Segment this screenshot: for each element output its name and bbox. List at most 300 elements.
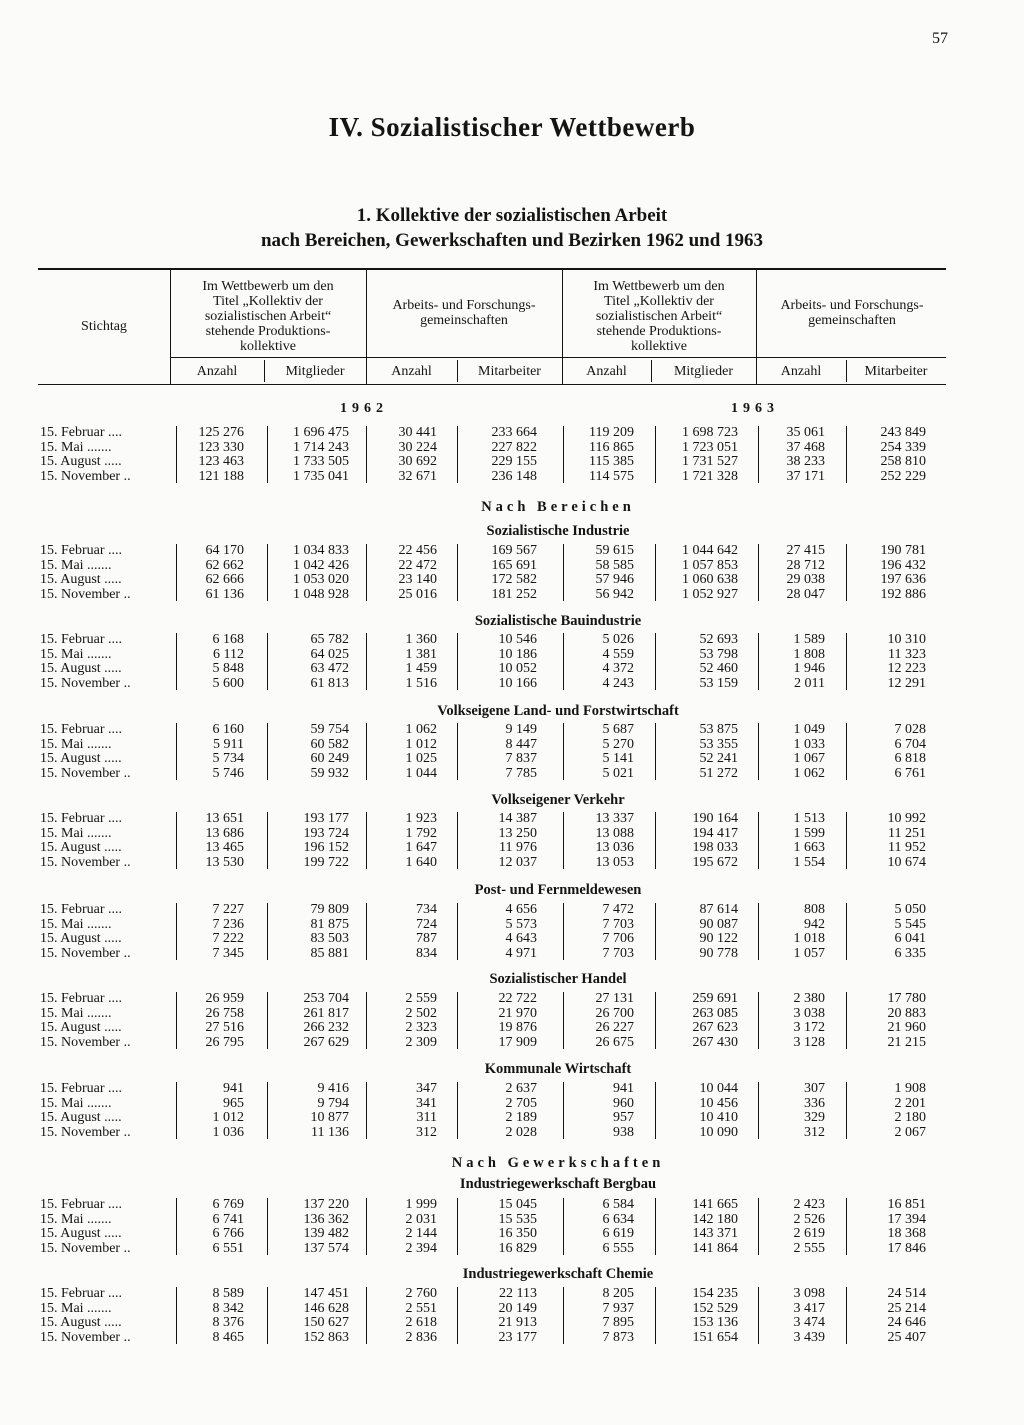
cell-anzahl-1963-kollektive: 4 243 xyxy=(602,675,634,691)
section-heading: Industriegewerkschaft Bergbau xyxy=(459,1176,657,1192)
header-line: stehende Produktions- xyxy=(205,324,331,339)
chapter-title: IV. Sozialistischer Wettbewerb xyxy=(328,112,696,142)
header-line: stehende Produktions- xyxy=(596,324,722,339)
cell-mitarbeiter-1963: 252 229 xyxy=(880,468,926,484)
row-label: 15. August ..... xyxy=(40,1315,122,1330)
cell-mitglieder-1962: 60 582 xyxy=(310,736,349,752)
cell-mitarbeiter-1962: 13 250 xyxy=(498,825,537,841)
header-line: kollektive xyxy=(631,339,687,354)
cell-mitarbeiter-1962: 22 113 xyxy=(499,1286,537,1301)
cell-mitglieder-1962: 193 177 xyxy=(303,811,349,826)
cell-anzahl-1963-arbeitsgemeinschaften: 28 712 xyxy=(786,557,825,573)
section-heading: Volkseigene Land- und Forstwirtschaft xyxy=(437,703,679,719)
cell-mitarbeiter-1963: 7 028 xyxy=(894,722,926,737)
cell-anzahl-1962-arbeitsgemeinschaften: 734 xyxy=(416,902,437,917)
cell-anzahl-1962-arbeitsgemeinschaften: 1 999 xyxy=(405,1197,437,1212)
cell-anzahl-1963-arbeitsgemeinschaften: 312 xyxy=(804,1124,825,1140)
cell-mitglieder-1962: 139 482 xyxy=(303,1226,349,1241)
header-line: Arbeits- und Forschungs- xyxy=(780,298,924,313)
cell-anzahl-1963-kollektive: 5 026 xyxy=(602,632,634,647)
cell-mitglieder-1963: 53 159 xyxy=(699,675,738,691)
header-line: sozialistischen Arbeit“ xyxy=(595,309,723,324)
cell-anzahl-1963-kollektive: 115 385 xyxy=(589,454,634,469)
row-label: 15. November .. xyxy=(40,586,131,602)
cell-mitarbeiter-1962: 5 573 xyxy=(505,916,537,932)
cell-mitglieder-1962: 60 249 xyxy=(310,751,349,766)
cell-mitarbeiter-1963: 21 215 xyxy=(887,1034,926,1050)
section-heading: Sozialistische Industrie xyxy=(486,523,630,539)
cell-mitglieder-1962: 1 714 243 xyxy=(293,439,349,455)
cell-mitarbeiter-1963: 5 050 xyxy=(894,902,926,917)
row-label: 15. Mai ....... xyxy=(40,1211,112,1227)
header-anzahl: Anzahl xyxy=(391,364,432,379)
cell-anzahl-1963-arbeitsgemeinschaften: 1 513 xyxy=(793,811,825,826)
cell-anzahl-1963-arbeitsgemeinschaften: 1 057 xyxy=(793,945,825,961)
cell-mitarbeiter-1963: 196 432 xyxy=(880,557,926,573)
cell-mitarbeiter-1963: 6 818 xyxy=(894,751,926,766)
cell-anzahl-1962-arbeitsgemeinschaften: 1 025 xyxy=(405,751,437,766)
cell-anzahl-1962-kollektive: 6 160 xyxy=(212,722,244,737)
cell-anzahl-1962-arbeitsgemeinschaften: 23 140 xyxy=(398,572,437,587)
cell-anzahl-1963-arbeitsgemeinschaften: 1 033 xyxy=(793,736,825,752)
cell-anzahl-1962-arbeitsgemeinschaften: 834 xyxy=(416,945,437,961)
cell-mitarbeiter-1962: 16 829 xyxy=(498,1240,537,1256)
cell-mitarbeiter-1963: 2 201 xyxy=(894,1095,926,1111)
cell-anzahl-1962-arbeitsgemeinschaften: 341 xyxy=(416,1095,437,1111)
cell-mitglieder-1963: 90 087 xyxy=(699,916,738,932)
cell-anzahl-1963-arbeitsgemeinschaften: 27 415 xyxy=(786,543,825,558)
cell-anzahl-1962-kollektive: 13 530 xyxy=(205,854,244,870)
cell-mitglieder-1962: 199 722 xyxy=(303,854,349,870)
cell-mitarbeiter-1963: 11 251 xyxy=(888,825,926,841)
cell-anzahl-1963-kollektive: 6 634 xyxy=(602,1211,634,1227)
cell-mitglieder-1962: 9 416 xyxy=(317,1081,349,1096)
cell-anzahl-1963-kollektive: 13 053 xyxy=(595,854,634,870)
section-heading: Sozialistischer Handel xyxy=(489,971,627,987)
cell-anzahl-1962-arbeitsgemeinschaften: 1 044 xyxy=(405,765,437,781)
header-anzahl: Anzahl xyxy=(196,364,238,379)
cell-anzahl-1963-kollektive: 13 337 xyxy=(595,811,634,826)
cell-anzahl-1963-arbeitsgemeinschaften: 3 417 xyxy=(793,1300,825,1316)
cell-mitarbeiter-1962: 14 387 xyxy=(498,811,537,826)
cell-anzahl-1962-kollektive: 62 666 xyxy=(205,572,244,587)
header-line: kollektive xyxy=(240,339,296,354)
cell-mitarbeiter-1962: 11 976 xyxy=(499,840,537,855)
cell-anzahl-1962-arbeitsgemeinschaften: 25 016 xyxy=(398,586,437,602)
row-label: 15. Mai ....... xyxy=(40,557,112,573)
cell-anzahl-1963-kollektive: 7 873 xyxy=(602,1329,634,1345)
cell-mitarbeiter-1963: 5 545 xyxy=(894,916,926,932)
cell-anzahl-1962-arbeitsgemeinschaften: 1 792 xyxy=(405,825,437,841)
cell-mitarbeiter-1962: 236 148 xyxy=(491,468,537,484)
page-number: 57 xyxy=(932,30,948,47)
row-label: 15. Februar .... xyxy=(40,811,123,826)
cell-anzahl-1962-arbeitsgemeinschaften: 1 647 xyxy=(405,840,437,855)
cell-anzahl-1962-arbeitsgemeinschaften: 1 459 xyxy=(405,661,437,676)
row-label: 15. November .. xyxy=(40,1034,131,1050)
cell-anzahl-1962-arbeitsgemeinschaften: 1 360 xyxy=(405,632,437,647)
cell-mitglieder-1963: 10 090 xyxy=(699,1124,738,1140)
row-label: 15. November .. xyxy=(40,1329,131,1345)
cell-mitarbeiter-1963: 10 310 xyxy=(887,632,926,647)
cell-mitarbeiter-1962: 227 822 xyxy=(491,439,537,455)
cell-anzahl-1963-kollektive: 5 687 xyxy=(602,722,634,737)
cell-anzahl-1963-arbeitsgemeinschaften: 1 067 xyxy=(793,751,825,766)
header-line: sozialistischen Arbeit“ xyxy=(204,309,332,324)
cell-anzahl-1963-kollektive: 7 703 xyxy=(602,916,634,932)
cell-anzahl-1962-kollektive: 6 168 xyxy=(212,632,244,647)
cell-mitarbeiter-1962: 20 149 xyxy=(498,1300,537,1316)
cell-anzahl-1962-kollektive: 7 236 xyxy=(212,916,244,932)
cell-mitarbeiter-1963: 243 849 xyxy=(880,425,926,440)
cell-anzahl-1963-arbeitsgemeinschaften: 1 049 xyxy=(793,722,825,737)
cell-mitarbeiter-1962: 16 350 xyxy=(498,1226,537,1241)
cell-anzahl-1962-kollektive: 7 222 xyxy=(212,931,244,946)
row-label: 15. November .. xyxy=(40,1124,131,1140)
cell-anzahl-1962-kollektive: 5 911 xyxy=(213,736,244,752)
cell-mitglieder-1962: 1 034 833 xyxy=(293,543,349,558)
cell-anzahl-1962-kollektive: 8 342 xyxy=(212,1300,244,1316)
cell-anzahl-1963-kollektive: 5 141 xyxy=(602,751,634,766)
cell-anzahl-1962-arbeitsgemeinschaften: 30 441 xyxy=(398,425,437,440)
cell-mitglieder-1962: 1 048 928 xyxy=(293,586,349,602)
section-heading: Nach Bereichen xyxy=(481,499,635,515)
cell-anzahl-1963-kollektive: 26 675 xyxy=(595,1034,634,1050)
cell-mitglieder-1962: 196 152 xyxy=(303,840,349,855)
cell-mitarbeiter-1962: 10 052 xyxy=(498,661,537,676)
section-heading: Volkseigener Verkehr xyxy=(491,792,625,808)
cell-mitglieder-1962: 65 782 xyxy=(310,632,349,647)
row-label: 15. Mai ....... xyxy=(40,736,112,752)
cell-anzahl-1962-arbeitsgemeinschaften: 1 516 xyxy=(405,675,437,691)
table-title-line1: 1. Kollektive der sozialistischen Arbeit xyxy=(356,205,668,226)
cell-anzahl-1963-kollektive: 7 937 xyxy=(602,1300,634,1316)
cell-anzahl-1962-arbeitsgemeinschaften: 787 xyxy=(416,931,437,946)
header-mitglieder: Mitglieder xyxy=(673,364,734,379)
row-label: 15. Februar .... xyxy=(40,902,123,917)
cell-anzahl-1962-kollektive: 6 766 xyxy=(212,1226,244,1241)
cell-mitglieder-1962: 85 881 xyxy=(310,945,349,961)
cell-mitarbeiter-1963: 24 646 xyxy=(887,1315,926,1330)
cell-mitarbeiter-1962: 12 037 xyxy=(498,854,537,870)
cell-anzahl-1962-arbeitsgemeinschaften: 1 012 xyxy=(405,736,437,752)
cell-anzahl-1962-arbeitsgemeinschaften: 30 692 xyxy=(398,454,437,469)
cell-anzahl-1962-arbeitsgemeinschaften: 1 640 xyxy=(405,854,437,870)
cell-anzahl-1962-kollektive: 62 662 xyxy=(205,557,244,573)
cell-anzahl-1963-arbeitsgemeinschaften: 35 061 xyxy=(786,425,825,440)
row-label: 15. Februar .... xyxy=(40,991,123,1006)
cell-anzahl-1962-arbeitsgemeinschaften: 32 671 xyxy=(398,468,437,484)
header-anzahl: Anzahl xyxy=(780,364,822,379)
year-heading-1963: 1963 xyxy=(731,401,779,416)
section-heading: Post- und Fernmeldewesen xyxy=(474,882,642,898)
cell-anzahl-1963-arbeitsgemeinschaften: 3 474 xyxy=(793,1315,825,1330)
cell-anzahl-1962-arbeitsgemeinschaften: 724 xyxy=(416,916,437,932)
cell-mitglieder-1963: 194 417 xyxy=(692,825,738,841)
cell-anzahl-1962-arbeitsgemeinschaften: 1 923 xyxy=(405,811,437,826)
cell-anzahl-1962-arbeitsgemeinschaften: 2 144 xyxy=(405,1226,437,1241)
cell-anzahl-1963-kollektive: 957 xyxy=(613,1110,634,1125)
cell-anzahl-1962-kollektive: 1 012 xyxy=(212,1110,244,1125)
cell-mitarbeiter-1962: 15 535 xyxy=(498,1211,537,1227)
cell-mitarbeiter-1963: 6 335 xyxy=(894,945,926,961)
cell-anzahl-1962-arbeitsgemeinschaften: 311 xyxy=(416,1110,437,1125)
cell-anzahl-1963-arbeitsgemeinschaften: 2 380 xyxy=(793,991,825,1006)
cell-anzahl-1963-kollektive: 7 472 xyxy=(602,902,634,917)
cell-mitglieder-1962: 146 628 xyxy=(303,1300,349,1316)
cell-mitglieder-1963: 51 272 xyxy=(699,765,738,781)
cell-mitglieder-1963: 267 623 xyxy=(692,1020,738,1035)
cell-mitglieder-1962: 147 451 xyxy=(303,1286,349,1301)
cell-mitarbeiter-1963: 10 674 xyxy=(887,854,926,870)
cell-anzahl-1962-kollektive: 941 xyxy=(223,1081,244,1096)
cell-anzahl-1962-kollektive: 61 136 xyxy=(205,586,244,602)
cell-mitglieder-1962: 9 794 xyxy=(317,1095,349,1111)
cell-anzahl-1963-kollektive: 4 372 xyxy=(602,661,634,676)
cell-anzahl-1963-kollektive: 57 946 xyxy=(595,572,634,587)
cell-mitarbeiter-1963: 12 291 xyxy=(887,675,926,691)
cell-mitglieder-1962: 64 025 xyxy=(310,646,349,662)
cell-mitglieder-1963: 154 235 xyxy=(692,1286,738,1301)
cell-mitglieder-1963: 141 665 xyxy=(692,1197,738,1212)
cell-mitglieder-1963: 143 371 xyxy=(692,1226,738,1241)
cell-mitarbeiter-1962: 2 705 xyxy=(505,1095,537,1111)
cell-anzahl-1963-arbeitsgemeinschaften: 1 554 xyxy=(793,854,825,870)
cell-anzahl-1963-kollektive: 5 270 xyxy=(602,736,634,752)
cell-anzahl-1963-kollektive: 56 942 xyxy=(595,586,634,602)
cell-mitglieder-1962: 261 817 xyxy=(303,1005,349,1021)
cell-mitarbeiter-1962: 9 149 xyxy=(505,722,537,737)
cell-mitarbeiter-1963: 254 339 xyxy=(880,439,926,455)
row-label: 15. Februar .... xyxy=(40,722,123,737)
cell-mitarbeiter-1962: 2 189 xyxy=(505,1110,537,1125)
row-label: 15. November .. xyxy=(40,675,131,691)
cell-anzahl-1962-arbeitsgemeinschaften: 30 224 xyxy=(398,439,437,455)
cell-mitglieder-1963: 259 691 xyxy=(692,991,738,1006)
cell-mitglieder-1963: 53 875 xyxy=(699,722,738,737)
cell-mitglieder-1962: 136 362 xyxy=(303,1211,349,1227)
cell-anzahl-1963-kollektive: 116 865 xyxy=(589,439,634,455)
cell-mitglieder-1962: 63 472 xyxy=(310,661,349,676)
row-label: 15. Februar .... xyxy=(40,425,123,440)
section-heading: Kommunale Wirtschaft xyxy=(484,1061,632,1077)
cell-mitglieder-1962: 150 627 xyxy=(303,1315,349,1330)
cell-mitarbeiter-1962: 2 028 xyxy=(505,1124,537,1140)
row-label: 15. November .. xyxy=(40,854,131,870)
cell-anzahl-1962-arbeitsgemeinschaften: 22 456 xyxy=(398,543,437,558)
cell-mitglieder-1962: 193 724 xyxy=(303,825,349,841)
cell-mitglieder-1963: 267 430 xyxy=(692,1034,738,1050)
cell-anzahl-1963-arbeitsgemeinschaften: 37 468 xyxy=(786,439,825,455)
cell-anzahl-1962-kollektive: 6 741 xyxy=(212,1211,244,1227)
cell-anzahl-1963-arbeitsgemeinschaften: 3 172 xyxy=(793,1020,825,1035)
row-label: 15. Mai ....... xyxy=(40,1095,112,1111)
cell-mitarbeiter-1962: 4 656 xyxy=(505,902,537,917)
cell-anzahl-1962-kollektive: 13 686 xyxy=(205,825,244,841)
cell-anzahl-1963-kollektive: 59 615 xyxy=(595,543,634,558)
cell-anzahl-1962-kollektive: 13 465 xyxy=(205,840,244,855)
cell-mitarbeiter-1963: 24 514 xyxy=(887,1286,926,1301)
cell-anzahl-1962-kollektive: 27 516 xyxy=(205,1020,244,1035)
cell-anzahl-1962-kollektive: 125 276 xyxy=(198,425,244,440)
cell-anzahl-1963-arbeitsgemeinschaften: 2 423 xyxy=(793,1197,825,1212)
cell-anzahl-1963-arbeitsgemeinschaften: 1 946 xyxy=(793,661,825,676)
cell-mitarbeiter-1962: 8 447 xyxy=(505,736,537,752)
cell-anzahl-1962-kollektive: 6 551 xyxy=(212,1240,244,1256)
cell-anzahl-1963-kollektive: 8 205 xyxy=(602,1286,634,1301)
cell-mitarbeiter-1963: 21 960 xyxy=(887,1020,926,1035)
cell-anzahl-1962-kollektive: 5 848 xyxy=(212,661,244,676)
cell-mitglieder-1963: 153 136 xyxy=(692,1315,738,1330)
cell-anzahl-1963-arbeitsgemeinschaften: 1 808 xyxy=(793,646,825,662)
section-heading: Sozialistische Bauindustrie xyxy=(474,613,642,629)
cell-anzahl-1962-kollektive: 7 227 xyxy=(212,902,244,917)
cell-mitarbeiter-1962: 22 722 xyxy=(498,991,537,1006)
header-mitarbeiter: Mitarbeiter xyxy=(478,364,541,379)
cell-mitglieder-1963: 10 044 xyxy=(699,1081,738,1096)
cell-mitglieder-1963: 1 731 527 xyxy=(682,454,738,469)
cell-mitglieder-1963: 53 355 xyxy=(699,736,738,752)
cell-anzahl-1962-kollektive: 123 330 xyxy=(198,439,244,455)
cell-mitarbeiter-1962: 21 970 xyxy=(498,1005,537,1021)
cell-anzahl-1963-arbeitsgemeinschaften: 1 599 xyxy=(793,825,825,841)
cell-mitarbeiter-1963: 6 761 xyxy=(894,765,926,781)
cell-mitarbeiter-1962: 2 637 xyxy=(505,1081,537,1096)
cell-mitarbeiter-1962: 7 785 xyxy=(505,765,537,781)
cell-mitglieder-1962: 10 877 xyxy=(310,1110,349,1125)
cell-anzahl-1963-kollektive: 960 xyxy=(613,1095,634,1111)
cell-mitarbeiter-1962: 21 913 xyxy=(498,1315,537,1330)
cell-mitglieder-1962: 137 220 xyxy=(303,1197,349,1212)
row-label: 15. November .. xyxy=(40,945,131,961)
cell-mitarbeiter-1963: 192 886 xyxy=(880,586,926,602)
cell-mitarbeiter-1962: 23 177 xyxy=(498,1329,537,1345)
row-label: 15. August ..... xyxy=(40,1110,122,1125)
cell-anzahl-1963-kollektive: 7 706 xyxy=(602,931,634,946)
cell-mitglieder-1962: 266 232 xyxy=(303,1020,349,1035)
cell-anzahl-1963-kollektive: 58 585 xyxy=(595,557,634,573)
cell-anzahl-1963-arbeitsgemeinschaften: 28 047 xyxy=(786,586,825,602)
cell-anzahl-1962-kollektive: 965 xyxy=(223,1095,244,1111)
row-label: 15. Februar .... xyxy=(40,543,123,558)
cell-mitglieder-1963: 1 052 927 xyxy=(682,586,738,602)
cell-anzahl-1963-arbeitsgemeinschaften: 3 038 xyxy=(793,1005,825,1021)
cell-anzahl-1963-kollektive: 938 xyxy=(613,1124,634,1140)
cell-mitglieder-1962: 81 875 xyxy=(310,916,349,932)
table-title-line2: nach Bereichen, Gewerkschaften und Bezirken 1962 und 1963 xyxy=(260,230,764,251)
cell-anzahl-1962-kollektive: 1 036 xyxy=(212,1124,244,1140)
cell-mitglieder-1963: 52 241 xyxy=(699,751,738,766)
row-label: 15. November .. xyxy=(40,765,131,781)
cell-mitglieder-1963: 141 864 xyxy=(692,1240,738,1256)
cell-anzahl-1963-arbeitsgemeinschaften: 2 011 xyxy=(794,675,825,691)
cell-anzahl-1962-kollektive: 5 600 xyxy=(212,675,244,691)
header-line: Arbeits- und Forschungs- xyxy=(392,298,536,313)
cell-anzahl-1963-kollektive: 26 700 xyxy=(595,1005,634,1021)
cell-anzahl-1962-arbeitsgemeinschaften: 347 xyxy=(416,1081,437,1096)
cell-anzahl-1962-kollektive: 6 769 xyxy=(212,1197,244,1212)
cell-mitglieder-1962: 83 503 xyxy=(310,931,349,946)
cell-mitglieder-1962: 267 629 xyxy=(303,1034,349,1050)
cell-mitarbeiter-1963: 12 223 xyxy=(887,661,926,676)
cell-mitglieder-1963: 87 614 xyxy=(699,902,738,917)
cell-mitglieder-1962: 59 754 xyxy=(310,722,349,737)
cell-anzahl-1962-arbeitsgemeinschaften: 2 618 xyxy=(405,1315,437,1330)
section-heading: Nach Gewerkschaften xyxy=(451,1155,665,1171)
cell-anzahl-1962-arbeitsgemeinschaften: 2 031 xyxy=(405,1211,437,1227)
row-label: 15. August ..... xyxy=(40,454,122,469)
cell-anzahl-1963-arbeitsgemeinschaften: 808 xyxy=(804,902,825,917)
cell-mitarbeiter-1962: 19 876 xyxy=(498,1020,537,1035)
header-line: Im Wettbewerb um den xyxy=(202,279,334,294)
cell-anzahl-1963-kollektive: 114 575 xyxy=(589,468,634,484)
cell-anzahl-1962-arbeitsgemeinschaften: 312 xyxy=(416,1124,437,1140)
cell-mitglieder-1962: 152 863 xyxy=(303,1329,349,1345)
cell-mitarbeiter-1962: 4 643 xyxy=(505,931,537,946)
cell-anzahl-1962-kollektive: 64 170 xyxy=(205,543,244,558)
row-label: 15. August ..... xyxy=(40,661,122,676)
header-line: Titel „Kollektiv der xyxy=(213,294,323,309)
cell-anzahl-1962-kollektive: 8 376 xyxy=(212,1315,244,1330)
cell-anzahl-1962-arbeitsgemeinschaften: 2 760 xyxy=(405,1286,437,1301)
cell-mitarbeiter-1963: 2 180 xyxy=(894,1110,926,1125)
cell-anzahl-1962-arbeitsgemeinschaften: 2 394 xyxy=(405,1240,437,1256)
cell-anzahl-1963-arbeitsgemeinschaften: 29 038 xyxy=(786,572,825,587)
cell-anzahl-1963-arbeitsgemeinschaften: 3 098 xyxy=(793,1286,825,1301)
row-label: 15. November .. xyxy=(40,468,131,484)
cell-mitarbeiter-1963: 258 810 xyxy=(880,454,926,469)
cell-anzahl-1962-arbeitsgemeinschaften: 2 551 xyxy=(405,1300,437,1316)
cell-mitarbeiter-1962: 17 909 xyxy=(498,1034,537,1050)
cell-anzahl-1963-arbeitsgemeinschaften: 37 171 xyxy=(786,468,825,484)
cell-anzahl-1962-kollektive: 26 959 xyxy=(205,991,244,1006)
section-heading: Industriegewerkschaft Chemie xyxy=(462,1266,654,1282)
cell-mitglieder-1963: 195 672 xyxy=(692,854,738,870)
cell-mitglieder-1963: 198 033 xyxy=(692,840,738,855)
cell-mitarbeiter-1963: 190 781 xyxy=(880,543,926,558)
cell-mitglieder-1963: 1 060 638 xyxy=(682,572,738,587)
cell-mitarbeiter-1962: 10 546 xyxy=(498,632,537,647)
cell-mitglieder-1963: 151 654 xyxy=(692,1329,738,1345)
cell-mitarbeiter-1963: 11 952 xyxy=(888,840,926,855)
cell-mitarbeiter-1963: 11 323 xyxy=(888,646,926,662)
row-label: 15. Mai ....... xyxy=(40,646,112,662)
cell-anzahl-1962-kollektive: 121 188 xyxy=(198,468,244,484)
cell-mitarbeiter-1963: 25 214 xyxy=(887,1300,926,1316)
cell-mitarbeiter-1963: 6 041 xyxy=(894,931,926,946)
cell-mitarbeiter-1962: 15 045 xyxy=(498,1197,537,1212)
cell-mitglieder-1963: 53 798 xyxy=(699,646,738,662)
cell-mitglieder-1963: 152 529 xyxy=(692,1300,738,1316)
cell-anzahl-1963-kollektive: 941 xyxy=(613,1081,634,1096)
header-line: gemeinschaften xyxy=(808,313,896,328)
cell-anzahl-1962-kollektive: 26 795 xyxy=(205,1034,244,1050)
row-label: 15. August ..... xyxy=(40,840,122,855)
cell-anzahl-1962-kollektive: 8 589 xyxy=(212,1286,244,1301)
cell-mitarbeiter-1962: 4 971 xyxy=(505,945,537,961)
cell-mitglieder-1962: 1 735 041 xyxy=(293,468,349,484)
cell-anzahl-1963-kollektive: 4 559 xyxy=(602,646,634,662)
cell-anzahl-1962-kollektive: 5 734 xyxy=(212,751,244,766)
cell-mitarbeiter-1962: 172 582 xyxy=(491,572,537,587)
cell-anzahl-1963-kollektive: 7 703 xyxy=(602,945,634,961)
row-label: 15. Mai ....... xyxy=(40,1005,112,1021)
cell-mitarbeiter-1962: 229 155 xyxy=(491,454,537,469)
cell-anzahl-1962-kollektive: 26 758 xyxy=(205,1005,244,1021)
header-line: Im Wettbewerb um den xyxy=(593,279,725,294)
cell-anzahl-1963-arbeitsgemeinschaften: 336 xyxy=(804,1095,825,1111)
cell-mitglieder-1962: 253 704 xyxy=(303,991,349,1006)
